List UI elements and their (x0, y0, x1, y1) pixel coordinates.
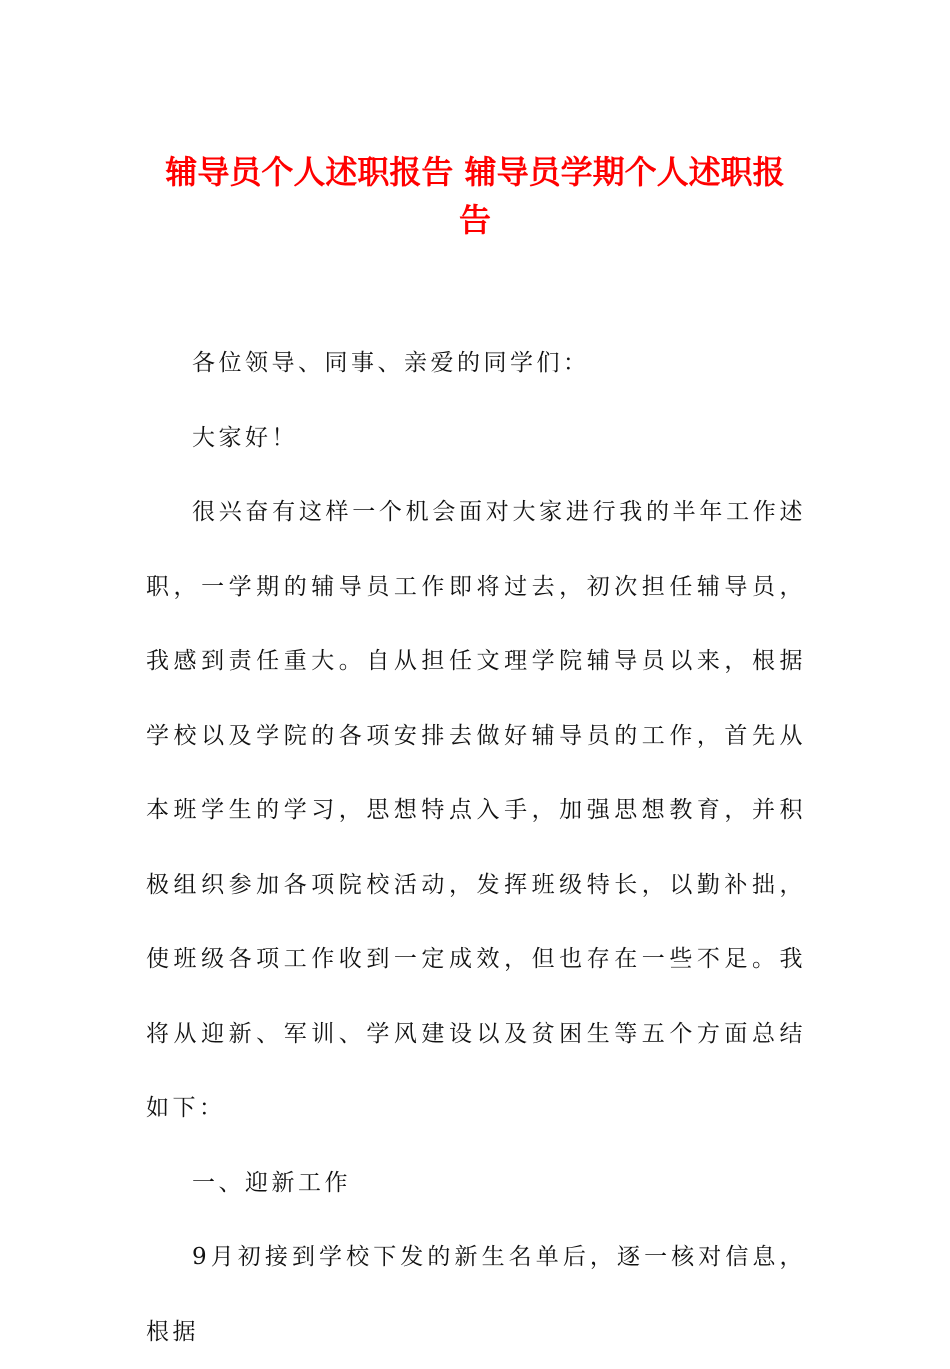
section-heading-1: 一、迎新工作 (192, 1169, 351, 1196)
title-line-2: 告 (458, 201, 491, 239)
paragraph-greeting: 大家好！ (192, 424, 298, 451)
document-title (120, 148, 830, 244)
paragraph-section-1: 9月初接到学校下发的新生名单后，逐一核对信息，根据 (146, 1244, 806, 1345)
paragraph-salutation: 各位领导、同事、亲爱的同学们： (192, 350, 590, 376)
title-line-1: 辅导员个人述职报告 辅导员学期个人述职报 (165, 153, 785, 191)
document-body (146, 326, 806, 1369)
paragraph-intro: 很兴奋有这样一个机会面对大家进行我的半年工作述职，一学期的辅导员工作即将过去，初次担任辅导员，我感到责任重大。自从担任文理学院辅导员以来，根据学校以及学院的各项安排去做好辅导员的工作，首先从本班学生的学习，思想特点入手，加强思想教育，并积极组织参加各项院校活动，发挥班级特长，以勤补拙，使班级各项工作收到一定成效，但也存在一些不足。我将从迎新、军训、学风建设以及贫困生等五个方面总结如下： (146, 499, 806, 1121)
